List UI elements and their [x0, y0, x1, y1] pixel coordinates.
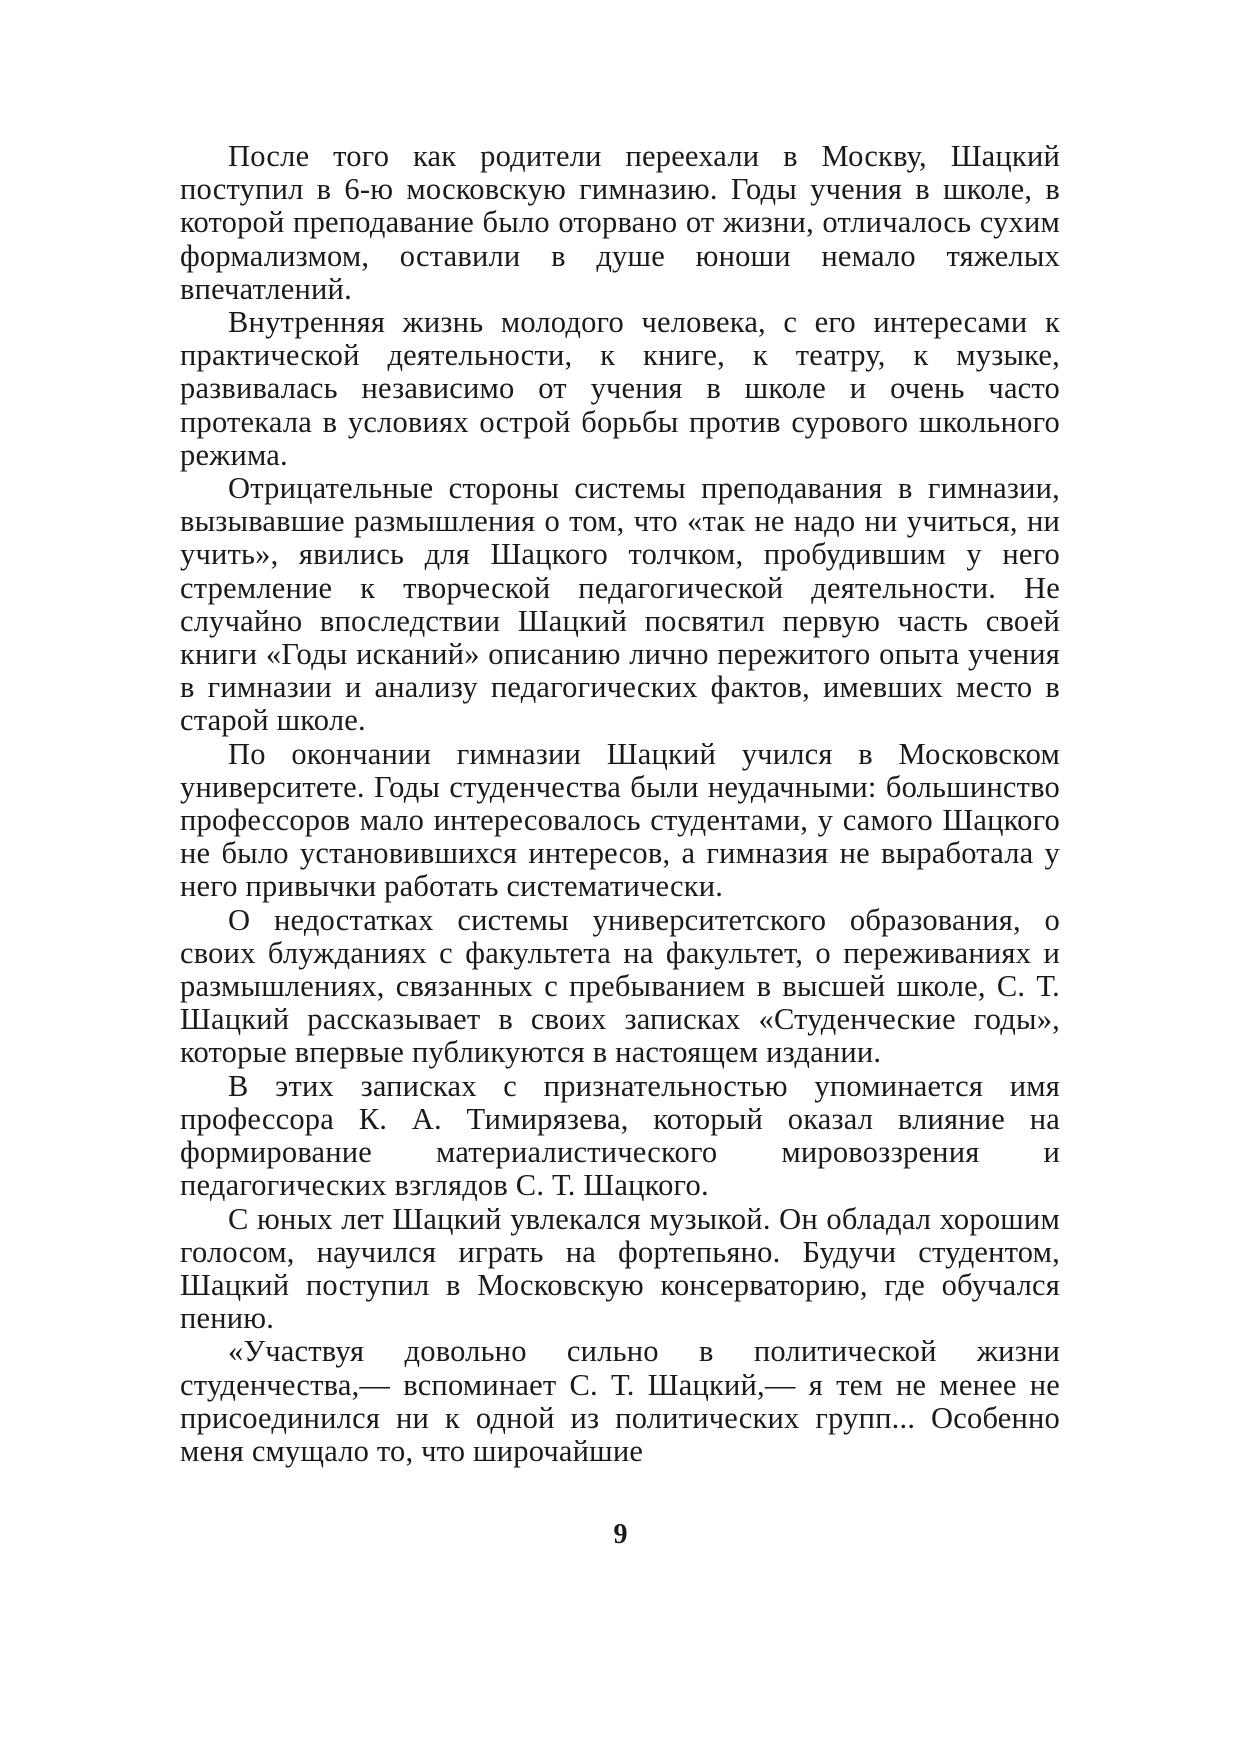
paragraph-8: «Участвуя довольно сильно в политической жизни студенчества,— вспоминает С. Т. Шацкий,— я тем не менее не присоединился ни к одной из политических групп... Особенно меня смущало то, что широчайшие [180, 1334, 1060, 1468]
paragraph-3: Отрицательные стороны системы преподавания в гимназии, вызывавшие размышления о том, что «так не надо ни учиться, ни учить», явились для Шацкого толчком, пробудившим у него стремление к творческой педагогической деятельности. Не случайно впоследствии Шацкий посвятил первую часть своей книги «Годы исканий» описанию лично пережитого опыта учения в гимназии и анализу педагогических фактов, имевших место в старой школе. [180, 471, 1060, 738]
paragraph-4: По окончании гимназии Шацкий учился в Московском университете. Годы студенчества были неудачными: большинство профессоров мало интересовалось студентами, у самого Шацкого не было установившихся интересов, а гимназия не выработала у него привычки работать систематически. [180, 736, 1060, 904]
paragraph-1: После того как родители переехали в Москву, Шацкий поступил в 6-ю московскую гимназию. Годы учения в школе, в которой преподавание было оторвано от жизни, отличалось сухим формализмом, оставили в душе юноши немало тяжелых впечатлений. [180, 139, 1060, 306]
paragraph-5: О недостатках системы университетского образования, о своих блужданиях с факультета на факультет, о переживаниях и размышлениях, связанных с пребыванием в высшей школе, С. Т. Шацкий рассказывает в своих записках «Студенческие годы», которые впервые публикуются в настоящем издании. [180, 902, 1060, 1070]
paragraph-6: В этих записках с признательностью упоминается имя профессора К. А. Тимирязева, который оказал влияние на формирование материалистического мировоззрения и педагогических взглядов С. Т. Шацкого. [180, 1068, 1060, 1203]
page-number: 9 [613, 1519, 628, 1550]
paragraph-2: Внутренняя жизнь молодого человека, с его интересами к практической деятельности, к книге, к театру, к музыке, развивалась независимо от учения в школе и очень часто протекала в условиях острой борьбы против сурового школьного режима. [180, 305, 1060, 472]
body-text [180, 140, 1060, 1468]
paragraph-7: С юных лет Шацкий увлекался музыкой. Он обладал хорошим голосом, научился играть на фортепьяно. Будучи студентом, Шацкий поступил в Московскую консерваторию, где обучался пению. [180, 1201, 1060, 1336]
